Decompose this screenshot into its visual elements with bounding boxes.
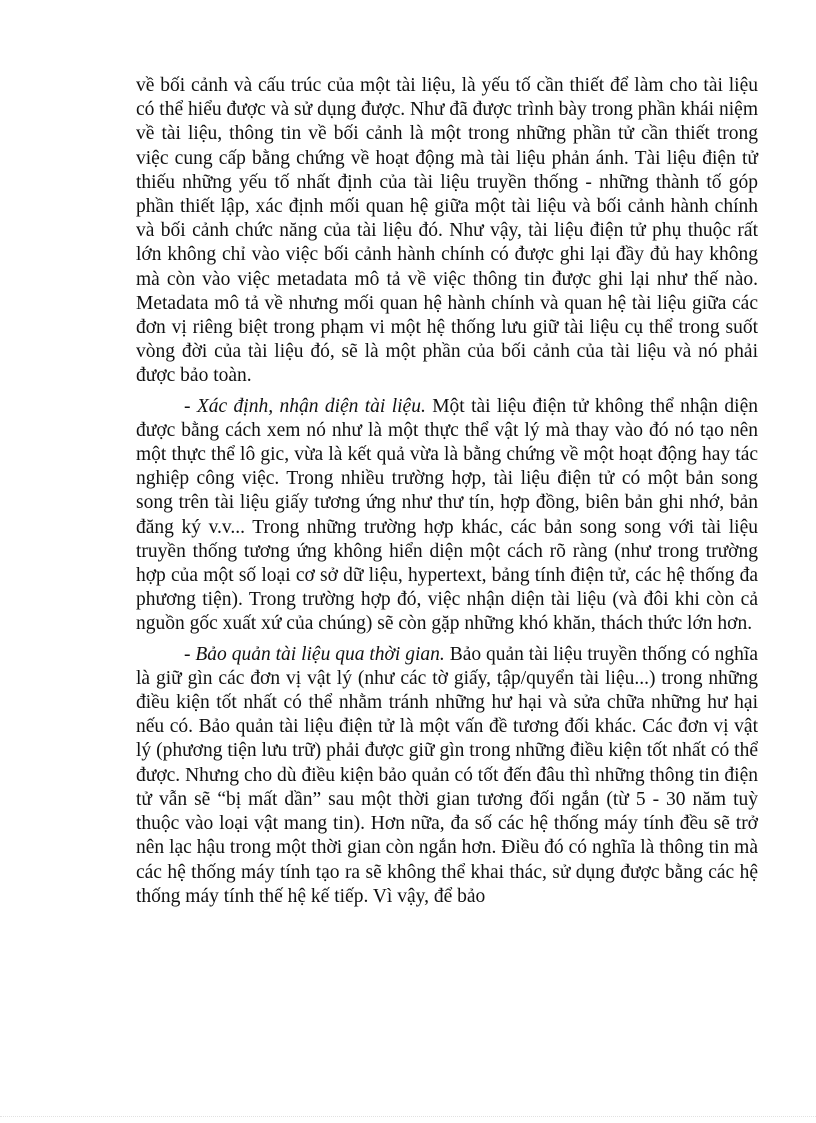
paragraph-text: về bối cảnh và cấu trúc của một tài liệu, là yếu tố cần thiết để làm cho tài liệu có thể hiểu được và sử dụng được. Như đã được trình bày trong phần khái niệm về tài liệu, thông tin về bối cảnh là một trong những phần tử cần thiết trong việc cung cấp bằng chứng về hoạt động mà tài liệu phản ánh. Tài liệu điện tử thiếu những yếu tố nhất định của tài liệu truyền thống - những thành tố góp phần thiết lập, xác định mối quan hệ giữa một tài liệu và bối cảnh hành chính và bối cảnh chức năng của tài liệu đó. Như vậy, tài liệu điện tử phụ thuộc rất lớn không chỉ vào việc bối cảnh hành chính có được ghi lại đầy đủ hay không mà còn vào việc metadata mô tả về việc thông tin được ghi lại như thế nào. Metadata mô tả về nhưng mối quan hệ hành chính và quan hệ tài liệu giữa các đơn vị riêng biệt trong phạm vi một hệ thống lưu giữ tài liệu cụ thể trong suốt vòng đời của tài liệu đó, sẽ là một phần của bối cảnh của tài liệu và nó phải được bảo toàn. xyxy=(136,75,758,387)
document-body xyxy=(136,74,758,915)
paragraph-heading: - Bảo quản tài liệu qua thời gian. xyxy=(184,643,445,665)
paragraph-text: Bảo quản tài liệu truyền thống có nghĩa là giữ gìn các đơn vị vật lý (như các tờ giấy, tập/quyển tài liệu...) trong những điều kiện tốt nhất có thể nhằm tránh những hư hại và sửa chữa những hư hại nếu có. Bảo quản tài liệu điện tử là một vấn đề tương đối khác. Các đơn vị vật lý (phương tiện lưu trữ) phải được giữ gìn trong những điều kiện tốt nhất có thể được. Nhưng cho dù điều kiện bảo quản có tốt đến đâu thì những thông tin điện tử vẫn sẽ “bị mất dần” sau một thời gian tương đối ngắn (từ 5 - 30 năm tuỳ thuộc vào loại vật mang tin). Hơn nữa, đa số các hệ thống máy tính đều sẽ trở nên lạc hậu trong một thời gian còn ngắn hơn. Điều đó có nghĩa là thông tin mà các hệ thống máy tính tạo ra sẽ không thể khai thác, sử dụng được bằng các hệ thống máy tính thế hệ kế tiếp. Vì vậy, để bảo xyxy=(136,643,758,907)
paragraph-context xyxy=(136,74,758,389)
paragraph-heading: - Xác định, nhận diện tài liệu. xyxy=(184,395,426,417)
paragraph-text: Một tài liệu điện tử không thể nhận diện được bằng cách xem nó như là một thực thể vật lý mà thay vào đó nó tạo nên một thực thể lô gic, vừa là kết quả vừa là bằng chứng về một hoạt động hay tác nghiệp công việc. Trong nhiều trường hợp, tài liệu điện tử có một bản song song trên tài liệu giấy tương ứng như thư tín, hợp đồng, biên bản ghi nhớ, bản đăng ký v.v... Trong những trường hợp khác, các bản song song với tài liệu truyền thống tương ứng không hiển diện một cách rõ ràng (như trong trường hợp của một số loại cơ sở dữ liệu, hypertext, bảng tính điện tử, các hệ thống đa phương tiện). Trong trường hợp đó, việc nhận diện tài liệu (và đôi khi còn cả nguồn gốc xuất xứ của chúng) sẽ còn gặp những khó khăn, thách thức lớn hơn. xyxy=(136,395,758,635)
paragraph-preservation xyxy=(136,643,758,909)
paragraph-identification xyxy=(136,395,758,637)
page-bottom-divider xyxy=(0,1116,816,1117)
